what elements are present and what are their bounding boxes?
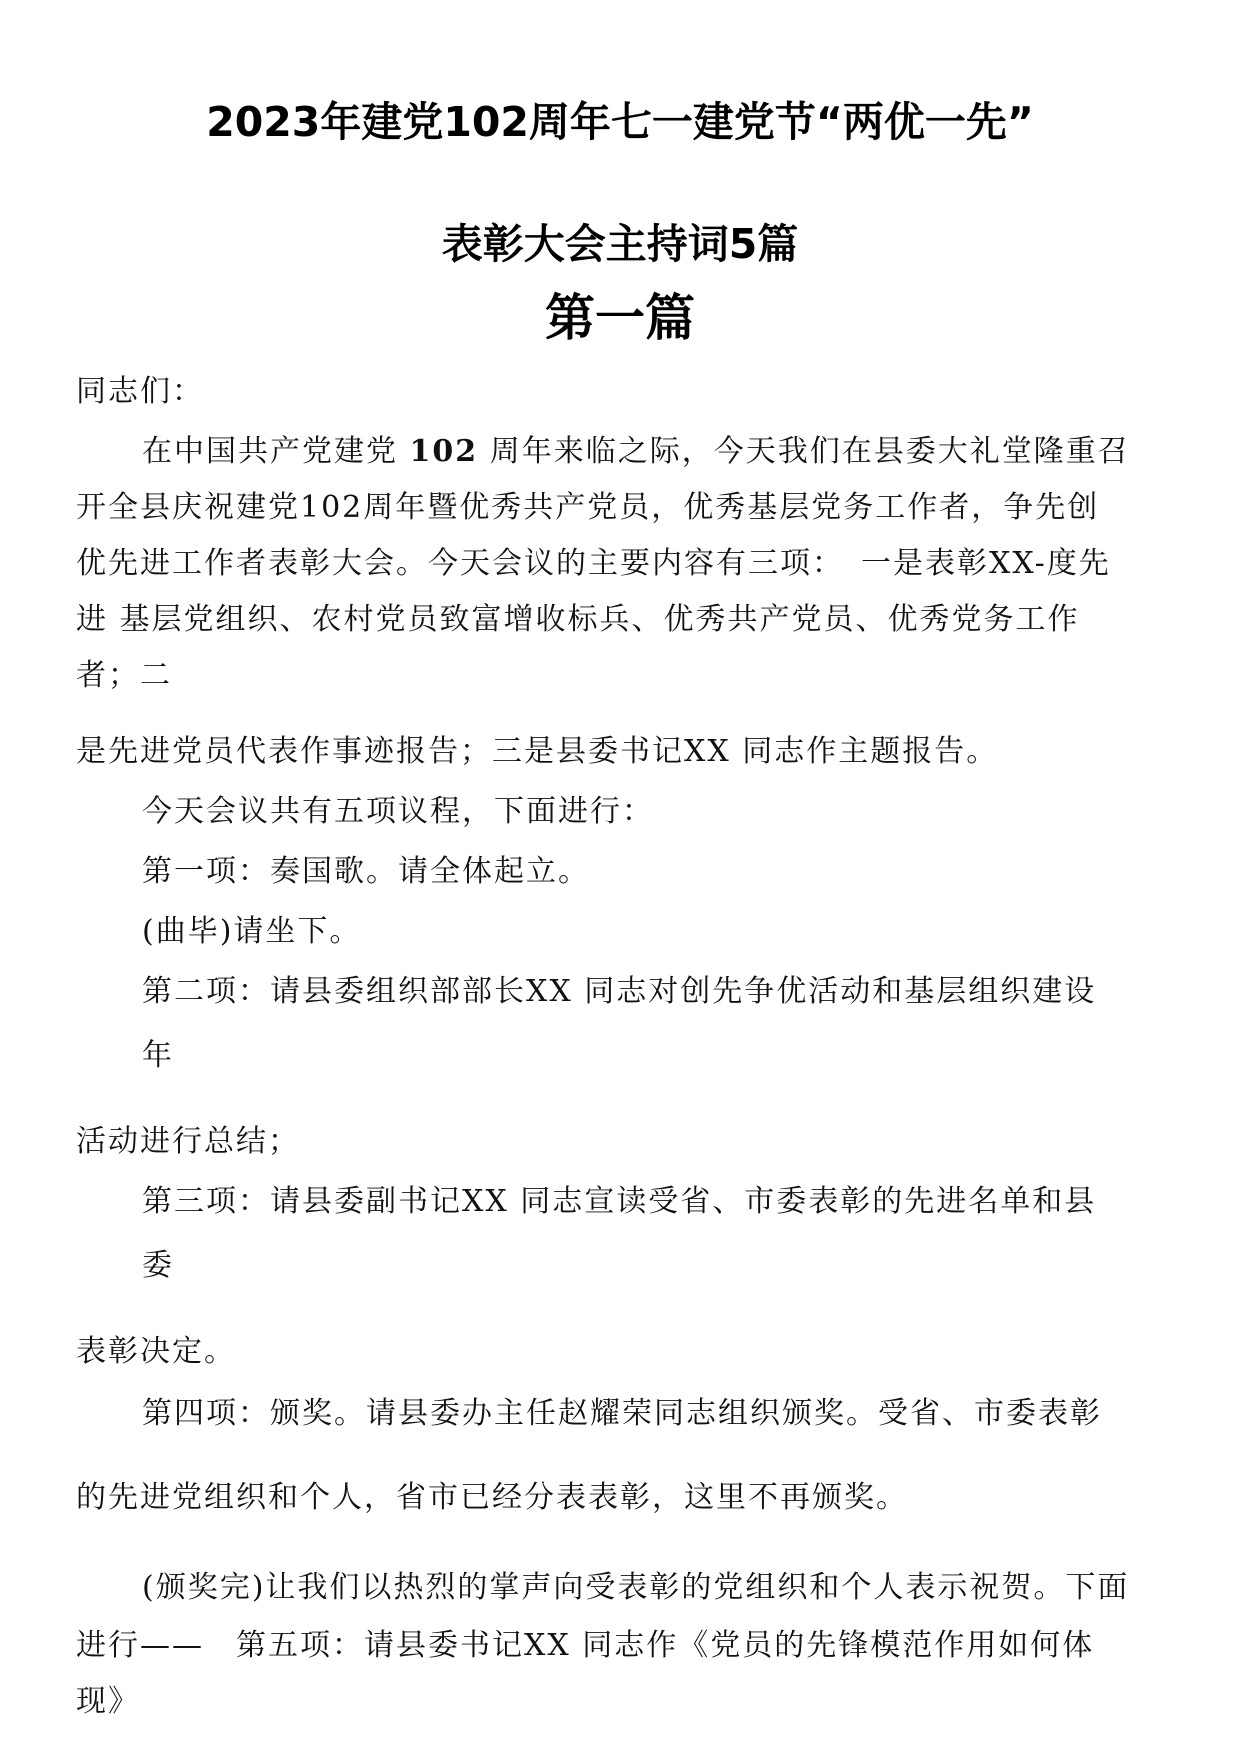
agenda-item-4-line-2: 的先进党组织和个人，省市已经分表表彰，这里不再颁奖。 (76, 1480, 908, 1515)
agenda-intro: 今天会议共有五项议程，下面进行： (142, 794, 654, 829)
anniversary-number: 102 (409, 434, 479, 469)
paragraph-1-text-a: 在中国共产党建党 (142, 434, 410, 469)
agenda-item-3-line-1: 第三项：请县委副书记XX 同志宣读受省、市委表彰的先进名单和县 (142, 1184, 1097, 1219)
paragraph-1-line-5: 者；二 (76, 658, 172, 693)
document-title-line-1: 2023年建党102周年七一建党节“两优一先” (206, 98, 1034, 146)
agenda-item-1: 第一项：奏国歌。请全体起立。 (142, 854, 590, 889)
agenda-item-2-line-3: 活动进行总结； (76, 1124, 300, 1159)
greeting: 同志们： (76, 374, 204, 409)
paragraph-1-line-2: 开全县庆祝建党102周年暨优秀共产党员，优秀基层党务工作者，争先创 (76, 490, 1100, 525)
paragraph-1-line-1 (142, 430, 1130, 474)
agenda-item-5-line-2: 进行—— 第五项：请县委书记XX 同志作《党员的先锋模范作用如何体 (76, 1628, 1095, 1663)
agenda-item-2-line-2: 年 (142, 1038, 174, 1073)
document-title-line-2: 表彰大会主持词5篇 (441, 220, 799, 268)
agenda-item-5-line-1: (颁奖完)让我们以热烈的掌声向受表彰的党组织和个人表示祝贺。下面 (142, 1570, 1130, 1605)
section-heading: 第一篇 (545, 289, 695, 347)
agenda-item-5-line-3: 现》 (76, 1684, 140, 1719)
agenda-item-3-line-2: 委 (142, 1248, 174, 1283)
paragraph-1-line-6: 是先进党员代表作事迹报告；三是县委书记XX 同志作主题报告。 (76, 734, 999, 769)
paragraph-1-text-b: 周年来临之际，今天我们在县委大礼堂隆重召 (478, 434, 1130, 469)
paragraph-1-line-3: 优先进工作者表彰大会。今天会议的主要内容有三项： 一是表彰XX-度先 (76, 546, 1111, 581)
agenda-item-3-line-3: 表彰决定。 (76, 1334, 236, 1369)
agenda-item-2-line-1: 第二项：请县委组织部部长XX 同志对创先争优活动和基层组织建设 (142, 974, 1097, 1009)
paragraph-1-line-4: 进 基层党组织、农村党员致富增收标兵、优秀共产党员、优秀党务工作 (76, 602, 1080, 637)
agenda-item-1-note: (曲毕)请坐下。 (142, 914, 362, 949)
agenda-item-4-line-1: 第四项：颁奖。请县委办主任赵耀荣同志组织颁奖。受省、市委表彰 (142, 1396, 1102, 1431)
